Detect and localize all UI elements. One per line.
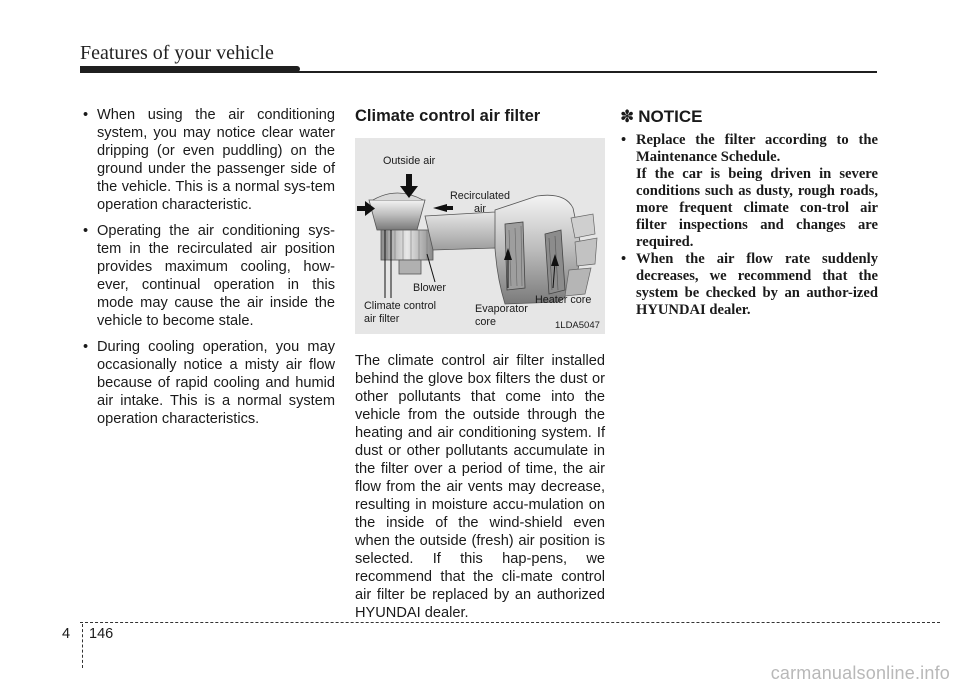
page-number: 146 (89, 626, 114, 642)
heater-core-label: Heater core (535, 294, 592, 306)
list-item (620, 132, 878, 251)
list-item: • During cooling operation, you may occasionally notice a misty air flow because of rapid cooling and humid air intake. This is a normal system operation characteristics. (82, 338, 335, 428)
watermark: carmanualsonline.info (770, 663, 950, 683)
notice-star-icon: ✽ (620, 107, 635, 126)
page-header-title: Features of your vehicle (80, 42, 274, 64)
list-item: • Operating the air conditioning sys-tem in the recirculated air position provides maximum cooling, how-ever, continual operation in this mode may cause the air inside the vehicle to become stale. (82, 222, 335, 330)
section-heading: Climate control air filter (355, 107, 541, 125)
footer-divider (82, 624, 83, 668)
ac-notes-list (82, 106, 335, 428)
list-item (620, 251, 878, 319)
footer-rule (80, 622, 940, 623)
column-right (620, 106, 878, 319)
column-middle (355, 106, 605, 622)
header-rule (80, 71, 877, 73)
blower-label: Blower (413, 282, 447, 294)
evaporator-core-label: Evaporator core (475, 303, 528, 328)
section-number: 4 (62, 626, 71, 642)
notice-line: • When the air flow rate suddenly decreases, we recommend that the system be checked by an author-ized HYUNDAI dealer. (636, 251, 878, 318)
notice-line: • Replace the filter according to the Maintenance Schedule. (636, 132, 878, 165)
air-filter-description: The climate control air filter installed behind the glove box filters the dust or other pollutants that come into the vehicle from the outside through the heating and air conditioning system. If dust or other pollutants accumulate in the filter over a period of time, the air flow from the air vents may decrease, resulting in moisture accu-mulation on the inside of the wind-shield even when the outside (fresh) air position is selected. If this hap-pens, we recommend that the cli-mate control air filter be replaced by an authorized HYUNDAI dealer. (355, 353, 605, 621)
air-filter-label: Climate control air filter (364, 300, 437, 325)
outside-air-label: Outside air (383, 155, 436, 167)
notice-line: If the car is being driven in severe conditions such as dusty, rough roads, more frequent climate con-trol air filter inspections and changes are required. (636, 166, 878, 250)
air-filter-diagram (355, 138, 605, 334)
notice-list (620, 132, 878, 319)
column-left (82, 106, 335, 436)
recirculated-air-label: Recirculated air (449, 190, 510, 215)
notice-title: NOTICE (638, 107, 703, 126)
notice-heading (620, 106, 878, 128)
list-item: • When using the air conditioning system, you may notice clear water dripping (or even puddling) on the ground under the passenger side of the vehicle. This is a normal sys-tem operation characteristic. (82, 106, 335, 214)
figure-code: 1LDA5047 (555, 320, 600, 331)
